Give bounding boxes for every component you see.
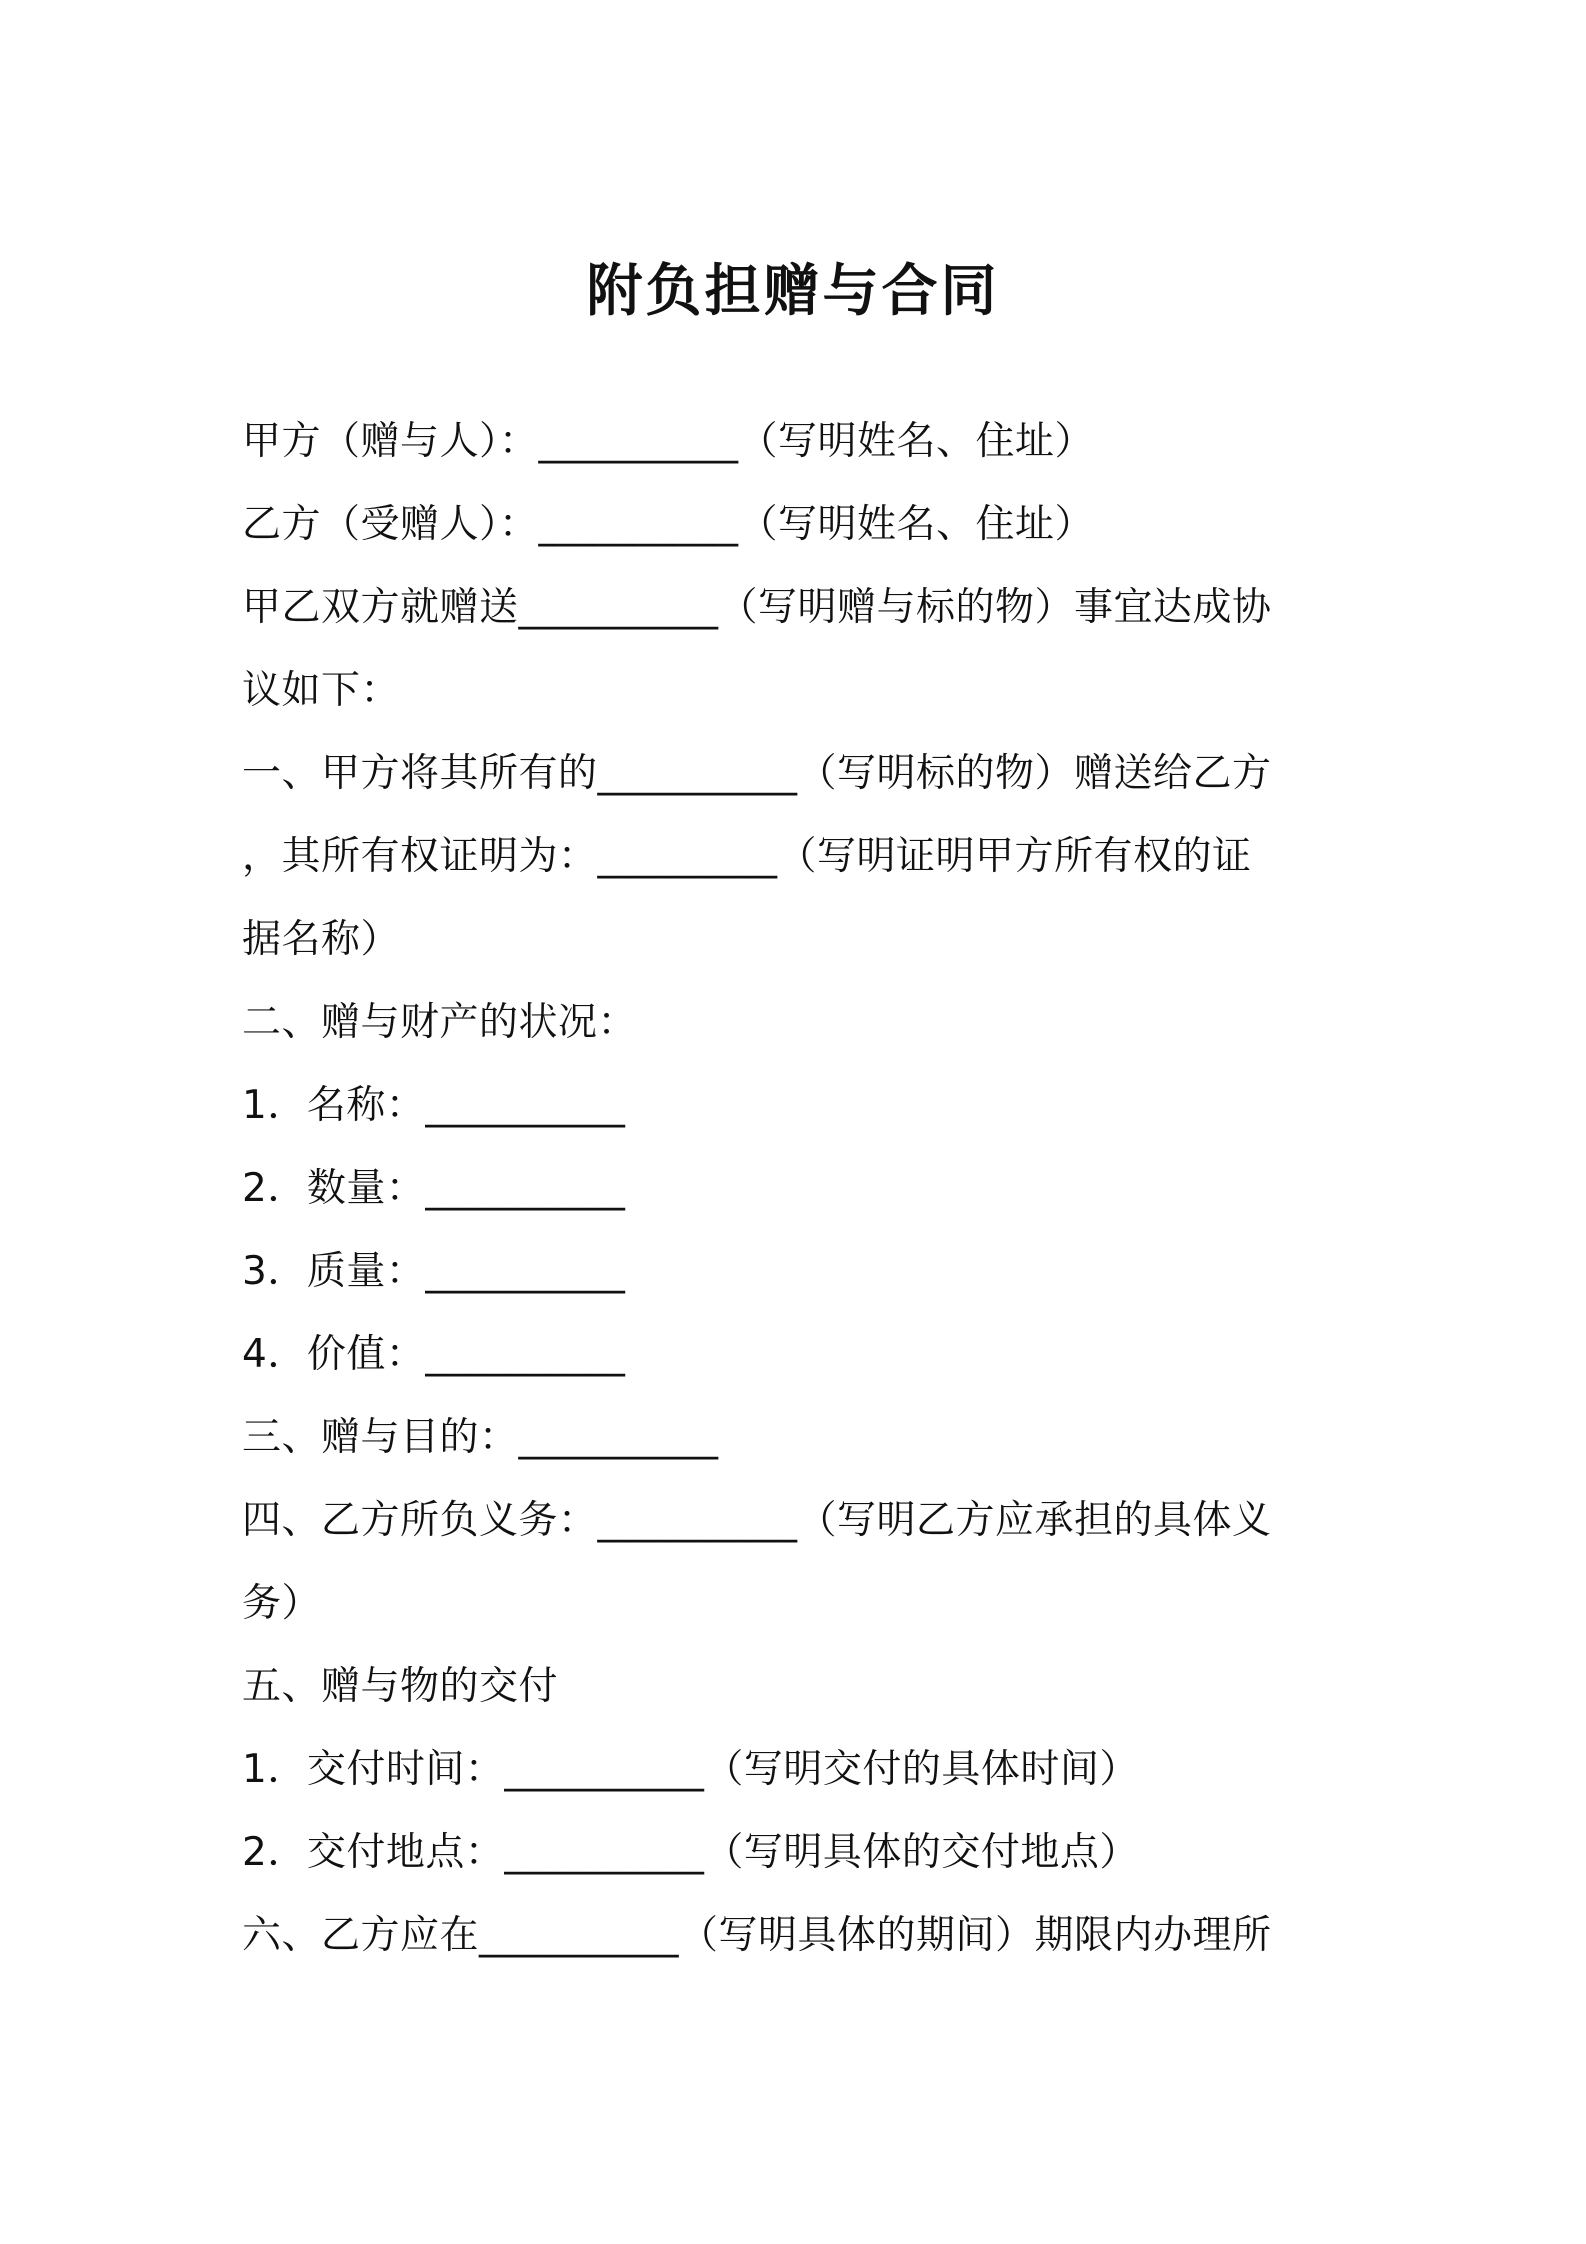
clause-3-line: 三、赠与目的：__________: [242, 1415, 719, 1460]
clause-4-line: 四、乙方所负义务：__________（写明乙方应承担的具体义: [242, 1498, 1272, 1543]
clause-6-line: 六、乙方应在__________（写明具体的期间）期限内办理所: [242, 1913, 1272, 1958]
clause-2-heading: 二、赠与财产的状况：: [242, 1000, 638, 1045]
preamble-line: 甲乙双方就赠送__________（写明赠与标的物）事宜达成协: [242, 585, 1272, 630]
clause-2-item-name: 1．名称：__________: [242, 1083, 626, 1128]
clause-1-line: 一、甲方将其所有的__________（写明标的物）赠送给乙方: [242, 751, 1272, 796]
preamble-line-cont: 议如下：: [242, 668, 401, 713]
clause-2-item-quantity: 2．数量：__________: [242, 1166, 626, 1211]
clause-1-line-end: 据名称）: [242, 917, 401, 962]
clause-2-item-value: 4．价值：__________: [242, 1332, 626, 1377]
clause-5-heading: 五、赠与物的交付: [242, 1664, 559, 1709]
clause-2-item-quality: 3．质量：__________: [242, 1249, 626, 1294]
document-title: 附负担赠与合同: [586, 259, 1000, 324]
clause-4-line-cont: 务）: [242, 1581, 322, 1626]
clause-5-item-time: 1．交付时间：__________（写明交付的具体时间）: [242, 1747, 1139, 1792]
clause-5-item-place: 2．交付地点：__________（写明具体的交付地点）: [242, 1830, 1139, 1875]
clause-1-line-cont: ，其所有权证明为：_________（写明证明甲方所有权的证: [242, 834, 1252, 879]
party-b-line: 乙方（受赠人）：__________（写明姓名、住址）: [242, 502, 1095, 547]
party-a-line: 甲方（赠与人）：__________（写明姓名、住址）: [242, 419, 1095, 464]
